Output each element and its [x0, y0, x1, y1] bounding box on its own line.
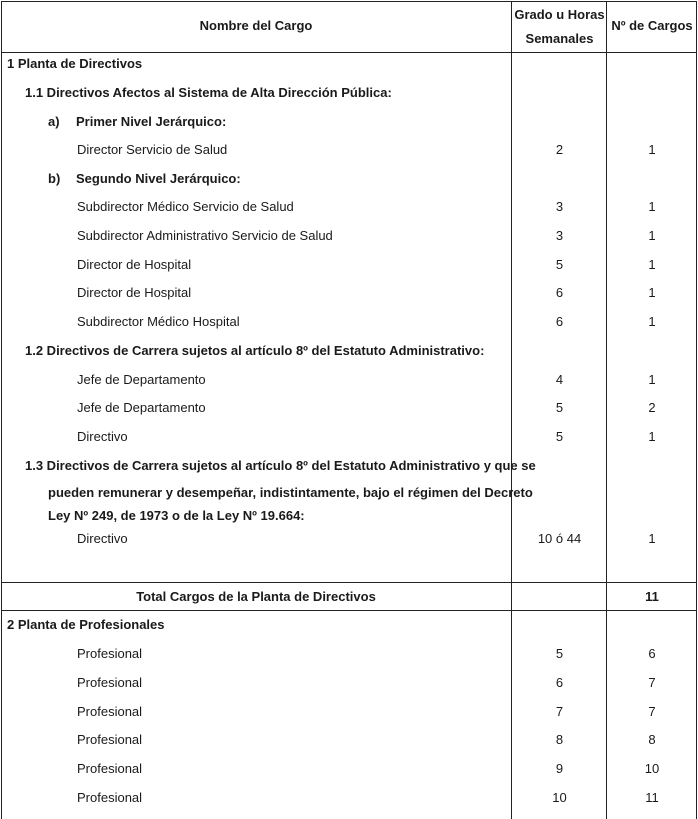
row-count: 1	[648, 372, 656, 387]
section-title-profesionales: 2 Planta de Profesionales	[7, 617, 165, 632]
header-nombre-cargo: Nombre del Cargo	[199, 18, 313, 33]
row-name: Jefe de Departamento	[77, 400, 206, 415]
row-count: 2	[648, 400, 656, 415]
row-grade: 10 ó 44	[537, 531, 582, 546]
row-count: 11	[645, 790, 659, 805]
row-name: Director de Hospital	[77, 257, 192, 272]
row-count: 7	[648, 675, 656, 690]
subsection-1-1: 1.1 Directivos Afectos al Sistema de Alta Dirección Pública:	[25, 85, 392, 100]
header-separator	[1, 52, 697, 53]
table-border-top	[1, 1, 697, 2]
row-grade: 8	[555, 732, 564, 747]
subsection-1-2: 1.2 Directivos de Carrera sujetos al artículo 8º del Estatuto Administrativo:	[25, 343, 485, 358]
row-name: Directivo	[77, 531, 128, 546]
row-name: Profesional	[77, 646, 143, 661]
row-name: Director Servicio de Salud	[77, 142, 228, 157]
row-grade: 7	[555, 704, 564, 719]
row-grade: 5	[555, 400, 564, 415]
row-count: 6	[648, 646, 656, 661]
row-name: Profesional	[77, 704, 143, 719]
row-name: Subdirector Administrativo Servicio de Salud	[77, 228, 333, 243]
group-a-label: a)	[48, 114, 60, 129]
row-grade: 2	[555, 142, 564, 157]
row-grade: 10	[552, 790, 567, 805]
row-count: 1	[648, 228, 656, 243]
row-count: 1	[648, 429, 656, 444]
row-grade: 5	[555, 257, 564, 272]
header-grado-line1: Grado u Horas	[514, 7, 605, 22]
row-name: Subdirector Médico Hospital	[77, 314, 240, 329]
row-count: 7	[648, 704, 656, 719]
total-separator-top	[1, 582, 697, 583]
group-b-label: b)	[48, 171, 61, 186]
row-grade: 4	[555, 372, 564, 387]
subsection-1-3-line2: pueden remunerar y desempeñar, indistintamente, bajo el régimen del Decreto	[48, 485, 533, 500]
row-grade: 3	[555, 228, 564, 243]
row-grade: 6	[555, 675, 564, 690]
row-name: Jefe de Departamento	[77, 372, 206, 387]
subsection-1-3-line3: Ley Nº 249, de 1973 o de la Ley Nº 19.664:	[48, 508, 305, 523]
row-name: Profesional	[77, 761, 143, 776]
row-count: 1	[648, 199, 656, 214]
row-name: Profesional	[77, 732, 143, 747]
row-name: Profesional	[77, 790, 143, 805]
total-directivos-label: Total Cargos de la Planta de Directivos	[136, 589, 376, 604]
row-count: 1	[648, 314, 656, 329]
row-name: Director de Hospital	[77, 285, 192, 300]
row-name: Subdirector Médico Servicio de Salud	[77, 199, 294, 214]
row-name: Profesional	[77, 675, 143, 690]
total-directivos-value: 11	[645, 589, 659, 604]
row-count: 1	[648, 531, 656, 546]
row-count: 1	[648, 285, 656, 300]
row-grade: 5	[555, 646, 564, 661]
section-title-directivos: 1 Planta de Directivos	[7, 56, 143, 71]
row-grade: 3	[555, 199, 564, 214]
row-grade: 5	[555, 429, 564, 444]
row-count: 10	[644, 761, 660, 776]
row-count: 8	[648, 732, 656, 747]
table-border-left	[1, 1, 2, 819]
row-count: 1	[648, 142, 656, 157]
group-a-title: Primer Nivel Jerárquico:	[76, 114, 227, 129]
subsection-1-3-line1: 1.3 Directivos de Carrera sujetos al artículo 8º del Estatuto Administrativo y que se	[25, 458, 536, 473]
row-grade: 6	[555, 314, 564, 329]
row-grade: 6	[555, 285, 564, 300]
row-grade: 9	[555, 761, 564, 776]
group-b-title: Segundo Nivel Jerárquico:	[76, 171, 241, 186]
header-grado-line2: Semanales	[525, 31, 594, 46]
header-numero-cargos: Nº de Cargos	[611, 18, 693, 33]
row-name: Directivo	[77, 429, 128, 444]
total-separator-bottom	[1, 610, 697, 611]
row-count: 1	[648, 257, 656, 272]
